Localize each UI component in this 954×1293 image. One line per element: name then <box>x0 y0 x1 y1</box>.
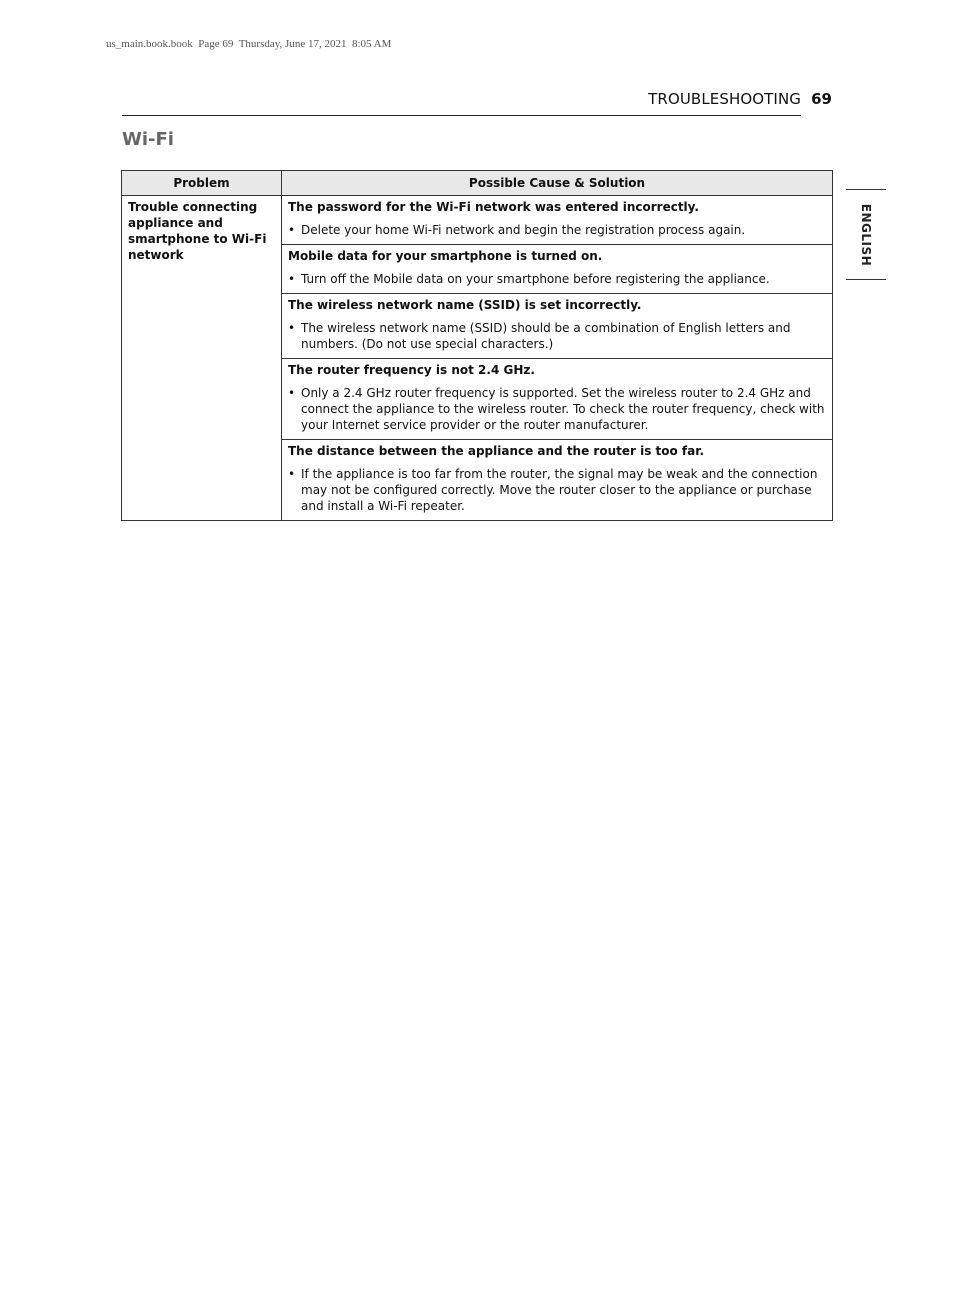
bullet: • <box>288 467 296 481</box>
bullet: • <box>288 272 296 286</box>
running-header <box>122 88 832 116</box>
troubleshooting-table <box>121 170 833 521</box>
page-title: Wi-Fi <box>122 129 174 150</box>
bullet: • <box>288 321 296 335</box>
cause-cell <box>282 196 833 245</box>
cause-text: The distance between the appliance and the router is too far. <box>288 444 705 458</box>
solution-item <box>288 271 826 287</box>
solution-item <box>288 385 826 433</box>
solution-item <box>288 222 826 238</box>
bullet: • <box>288 223 296 237</box>
solution-list <box>288 385 826 433</box>
header-rule <box>122 115 801 116</box>
solution-list <box>288 466 826 514</box>
cause-text: The router frequency is not 2.4 GHz. <box>288 363 535 377</box>
solution-text: Delete your home Wi-Fi network and begin the registration process again. <box>301 223 746 237</box>
section-title: TROUBLESHOOTING <box>648 90 801 108</box>
solution-text: The wireless network name (SSID) should be a combination of English letters and numbers. (Do not use special characters.) <box>301 321 791 351</box>
cause-cell <box>282 440 833 521</box>
cause-cell <box>282 245 833 294</box>
solution-text: Only a 2.4 GHz router frequency is supported. Set the wireless router to 2.4 GHz and connect the appliance to the wireless router. To check the router frequency, check with your Internet service provider or the router manufacturer. <box>301 386 825 432</box>
problem-cell: Trouble connecting appliance and smartphone to Wi-Fi network <box>122 196 282 521</box>
language-side-tab <box>846 189 886 280</box>
page-number: 69 <box>811 90 832 108</box>
solution-list <box>288 320 826 352</box>
solution-item <box>288 320 826 352</box>
table-header-row <box>122 171 833 196</box>
solution-column-header: Possible Cause & Solution <box>282 171 833 196</box>
cause-text: Mobile data for your smartphone is turned on. <box>288 249 603 263</box>
bullet: • <box>288 386 296 400</box>
print-stamp: us_main.book.book Page 69 Thursday, June 17, 2021 8:05 AM <box>106 38 392 50</box>
solution-item <box>288 466 826 514</box>
cause-cell <box>282 294 833 359</box>
cause-text: The password for the Wi-Fi network was entered incorrectly. <box>288 200 699 214</box>
solution-list <box>288 271 826 287</box>
cause-text: The wireless network name (SSID) is set incorrectly. <box>288 298 642 312</box>
language-label: ENGLISH <box>859 203 873 266</box>
solution-text: If the appliance is too far from the router, the signal may be weak and the connection may not be configured correctly. Move the router closer to the appliance or purchase and install a Wi-Fi repeater. <box>301 467 818 513</box>
cause-cell <box>282 359 833 440</box>
problem-column-header: Problem <box>122 171 282 196</box>
solution-text: Turn off the Mobile data on your smartphone before registering the appliance. <box>301 272 770 286</box>
solution-list <box>288 222 826 238</box>
table-row <box>122 196 833 245</box>
